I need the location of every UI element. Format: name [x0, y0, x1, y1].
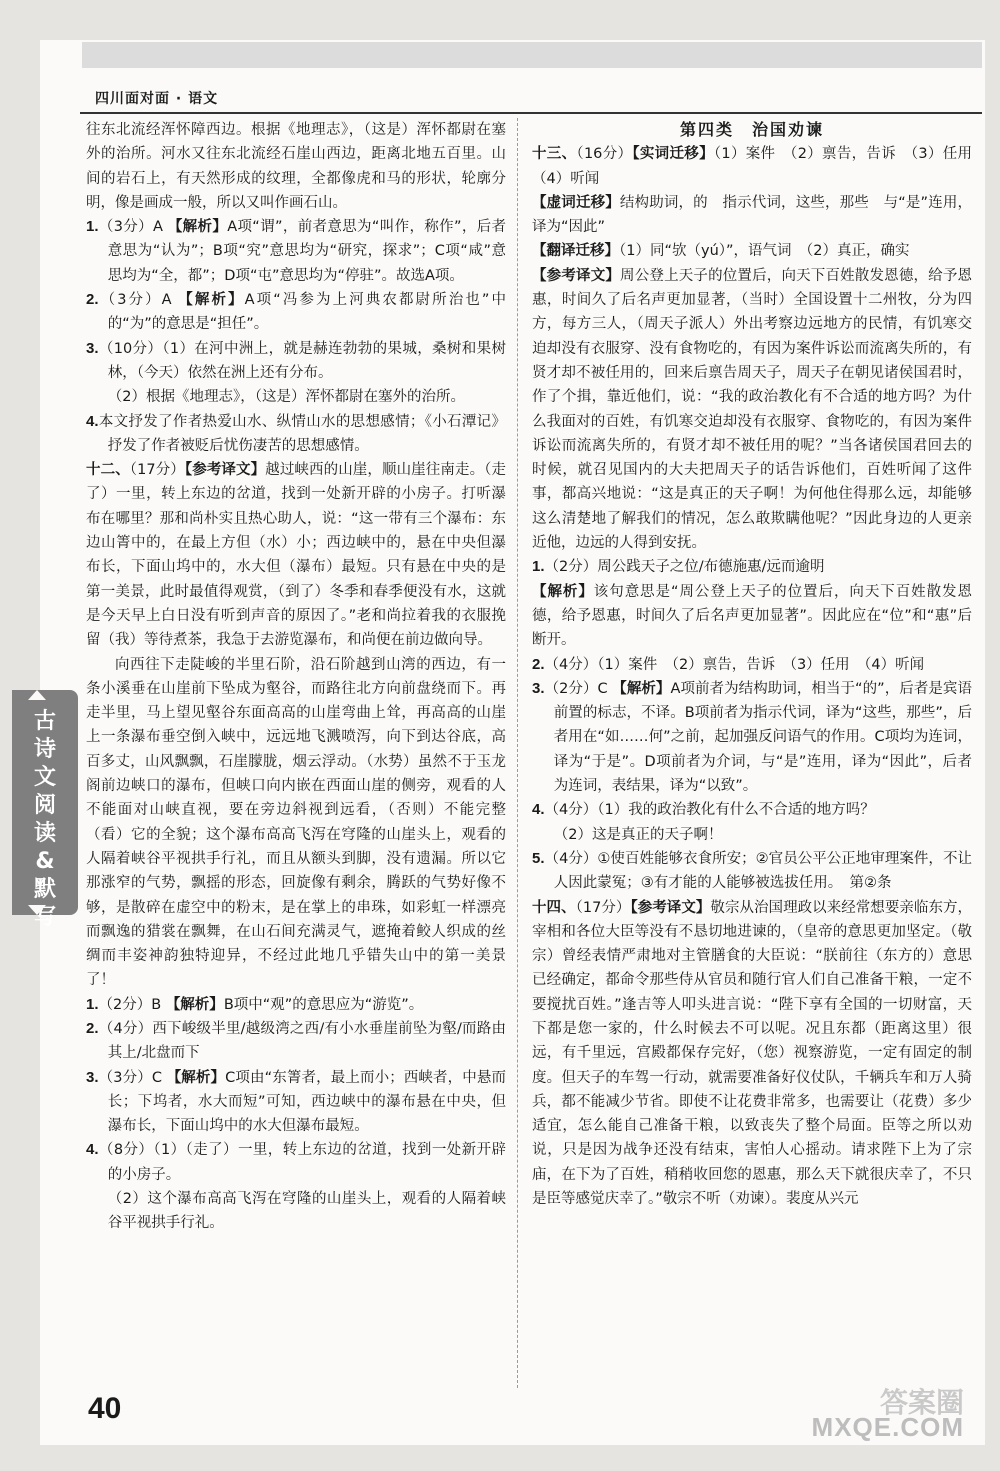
- translation-paragraph: 向西往下走陡峻的半里石阶，沿石阶越到山湾的西边，有一条小溪垂在山崖前下坠成为壑谷，而路往北方向前盘绕而下。再走半里，马上望见壑谷东面高高的山崖弯曲上耸，再高高的山崖上一条瀑布垂空倒入峡中，远远地飞溅喷泻，向下到达谷底，高百多丈，山风飘飘，石崖朦胧，烟云浮动。（水势）虽然不于玉龙阁前边峡口的瀑布，但峡口向内嵌在西面山崖的侧旁，观看的人不能面对山峡直视，要在旁边斜视到远看，（否则）不能完整（看）它的全貌；这个瀑布高高飞泻在穹隆的山崖头上，观看的人隔着峡谷平视拱手行礼，而且从额头到脚，没有遗漏。所以它那涨窄的气势，飘摇的形态，回旋像有剩余，腾跃的气势好像不够，是散碎在虚空中的粉末，是在掌上的串珠，如彩虹一样漂亮而飘逸的猎裳在飘舞，在山石间充满灵气，遮掩着鲛人织成的丝绸而丰姿神韵独特迎异，不经过此地几乎错失山中的第一美景了！: [86, 656, 506, 989]
- answer-item: 1.（2分）B 【解析】B项中“观”的意思应为“游览”。: [86, 995, 424, 1013]
- answer-item: 1.（3分）A 【解析】A项“谓”，前者意思为“叫作，称作”，后者意思为“认为”；B项“究”意思均为“研究，探求”；C项“咸”意思均为“全，都”；D项“屯”意思均为“停驻”。故选A项。: [86, 218, 507, 284]
- right-column: [532, 118, 987, 1211]
- answer-item: 3.（10分）（1）在河中洲上，就是赫连勃勃的果城，桑树和果树林，（今天）依然在洲上还有分布。: [86, 339, 506, 381]
- answer-item: 3.（3分）C 【解析】C项由“东箐者，最上而小；西峡者，中悬而长；下坞者，水大而短”可知，西边峡中的瀑布悬在中央，但瀑布长，下面山坞中的水大但瀑布最短。: [86, 1068, 507, 1135]
- side-tab-notch-top: [28, 690, 46, 700]
- section-side-tab: [12, 690, 78, 930]
- answer-item: 4.本文抒发了作者热爱山水、纵情山水的思想感情；《小石潭记》抒发了作者被贬后忧伤凄苦的思想感情。: [86, 412, 506, 454]
- header-rule: [80, 112, 982, 114]
- side-tab-char: 写: [33, 905, 56, 930]
- page-header: 四川面对面 · 语文: [95, 91, 219, 107]
- side-tab-char: 读: [33, 821, 56, 846]
- xuci-transfer: 【虚词迁移】结构助词，的 指示代词，这些，那些 与“是”连用，译为“因此”: [532, 194, 973, 236]
- side-tab-char: 默: [33, 877, 56, 902]
- side-tab-char: &: [35, 849, 55, 874]
- watermark: [730, 1387, 970, 1443]
- left-column: [86, 118, 506, 1236]
- answer-item: 2.（4分）（1）案件 （2）禀告，告诉 （3）任用 （4）听闻: [532, 655, 925, 673]
- section-answer-14: 十四、（17分）【参考译文】敬宗从治国理政以来经常想要亲临东方，宰相和各位大臣等没有不恳切地进谏的，（皇帝的意思更加坚定。（敬宗）曾经表情严肃地对主管膳食的大臣说：“朕前往（东方的）意思已经确定，都命令那些侍从官员和随行官人们自己准备干粮，一定不要搅扰百姓。”逢吉等人叩头进言说：“陛下享有全国的一切财富，天下都是您一家的，什么时候去不可以呢。况且东都（距离这里）很远，有千里远，宫殿都保存完好，（您）视察游览，一定有固定的制度。但天子的车驾一行动，就需要准备好仪仗队，千辆兵车和万人骑兵，都不能减少节省。即使不让花费非常多，也需要让（花费）多少适宜，怎么能自己准备干粮，以致丧失了整个局面。臣等之所以劝说，只是因为战争还没有结束，害怕人心摇动。请求陛下上为了宗庙，在下为了百姓，稍稍收回您的恩惠，那么天下就很庆幸了，不只是臣等感觉庆幸了。”敬宗不听（劝谏）。裴度从兴元: [532, 899, 973, 1208]
- side-tab-char: 文: [33, 765, 56, 790]
- section-title: 第四类 治国劝谏: [679, 120, 824, 139]
- answer-item: 2.（4分）西下峻级半里/越级湾之西/有小水垂崖前坠为壑/而路由其上/北盘而下: [86, 1019, 506, 1062]
- answer-item: 1.（2分）周公践天子之位/布德施惠/远而逾明: [532, 558, 825, 576]
- side-tab-char: 古: [33, 709, 56, 734]
- top-band: [82, 42, 982, 68]
- watermark-logo: 答案圈: [879, 1387, 964, 1418]
- section-answer-13: 十三、（16分）【实词迁移】（1）案件 （2）禀告，告诉 （3）任用 （4）听闻: [532, 146, 987, 187]
- answer-analysis: 【解析】该句意思是“周公登上天子的位置后，向天下百姓散发恩德，给予恩惠，时间久了后名声更加显著”。因此应在“位”和“惠”后断开。: [532, 583, 973, 649]
- answer-item: 4.（4分）（1）我的政治教化有什么不合适的地方吗？: [532, 801, 875, 819]
- watermark-url: MXQE.COM: [811, 1412, 964, 1442]
- translation-continuation: 往东北流经浑怀障西边。根据《地理志》，（这是）浑怀都尉在塞外的治所。河水又往东北流经石崖山西边，距离北地五百里。山间的岩石上，有天然形成的纹理，全都像虎和马的形状，轮廓分明，像是画成一般，所以又叫作画石山。: [86, 122, 506, 211]
- fanyi-transfer: 【翻译迁移】（1）同“欤（yú）”，语气词 （2）真正，确实: [532, 243, 910, 260]
- answer-item: 2.（3分）A 【解析】A项“冯参为上河典农都尉所治也”中的“为”的意思是“担任”。: [86, 291, 506, 333]
- answer-subitem: （2）这个瀑布高高飞泻在穹隆的山崖头上，观看的人隔着峡谷平视拱手行礼。: [107, 1191, 506, 1232]
- column-divider: [517, 118, 518, 1388]
- answer-item: 5.（4分）①使百姓能够衣食所安；②官员公平公正地审理案件，不让人因此蒙冤；③有才能的人能够被选拔任用。 第②条: [532, 849, 972, 892]
- reference-translation: 【参考译文】周公登上天子的位置后，向天下百姓散发恩德，给予恩惠，时间久了后名声更加显著，（当时）全国设置十二州牧，分为四方，每方三人，（周天子派人）外出考察边远地方的民情，有饥寒交迫却没有衣服穿、没有食物吃的，有因为案件诉讼而流离失所的，有贤才却不被任用的，回来后禀告周天子，周天子在朝见诸侯国君时，作了个揖，靠近他们，说：“我的政治教化有不合适的地方吗？为什么我面对的百姓，有饥寒交迫却没有衣服穿、食物吃的，有因为案件诉讼而流离失所的，有贤才却不被任用的呢？”当各诸侯国君回去的时候，就召见国内的大夫把周天子的话告诉他们，百姓听闻了这件事，都高兴地说：“这是真正的天子啊！为何他住得那么远，却能够这么清楚地了解我们的情况，怎么敢欺瞒他呢？”因此身边的人更亲近他，边远的人得到安抚。: [532, 267, 973, 552]
- side-tab-char: 阅: [33, 793, 56, 818]
- section-answer-12: 十二、（17分）【参考译文】越过峡西的山崖，顺山崖往南走。（走了）一里，转上东边的岔道，找到一处新开辟的小房子。打听瀑布在哪里？那和尚朴实且热心助人，说：“这一带有三个瀑布：东边山箐中的，在最上方但（水）小；西边峡中的，悬在中央但瀑布长，下面山坞中的，水大但（瀑布）最短。只有悬在中央的是第一美景，此时最值得观赏，（到了）冬季和春季便没有水，这就是今天早上白日没有听到声音的原因了。”老和尚拉着我的衣服挽留（我）等待煮茶，我急于去游览瀑布，和尚便在前边做向导。: [86, 462, 507, 649]
- answer-subitem: （2）这是真正的天子啊！: [553, 826, 723, 843]
- page-number: 40: [88, 1392, 122, 1425]
- answer-item: 3.（2分）C 【解析】A项前者为结构助词，相当于“的”，后者是宾语前置的标志，不译。B项前者为指示代词，译为“这些，那些”，后者用在“如……何”之前，起加强反问语气的作用。C项均为连词，译为“于是”。D项前者为介词，与“是”连用，译为“因此”，后者为连词，表结果，译为“以致”。: [532, 679, 972, 795]
- answer-subitem: （2）根据《地理志》，（这是）浑怀都尉在塞外的治所。: [107, 389, 465, 406]
- answer-item: 4.（8分）（1）（走了）一里，转上东边的岔道，找到一处新开辟的小房子。: [86, 1141, 506, 1183]
- side-tab-char: 诗: [33, 737, 56, 762]
- side-tab-notch-bottom: [28, 905, 46, 915]
